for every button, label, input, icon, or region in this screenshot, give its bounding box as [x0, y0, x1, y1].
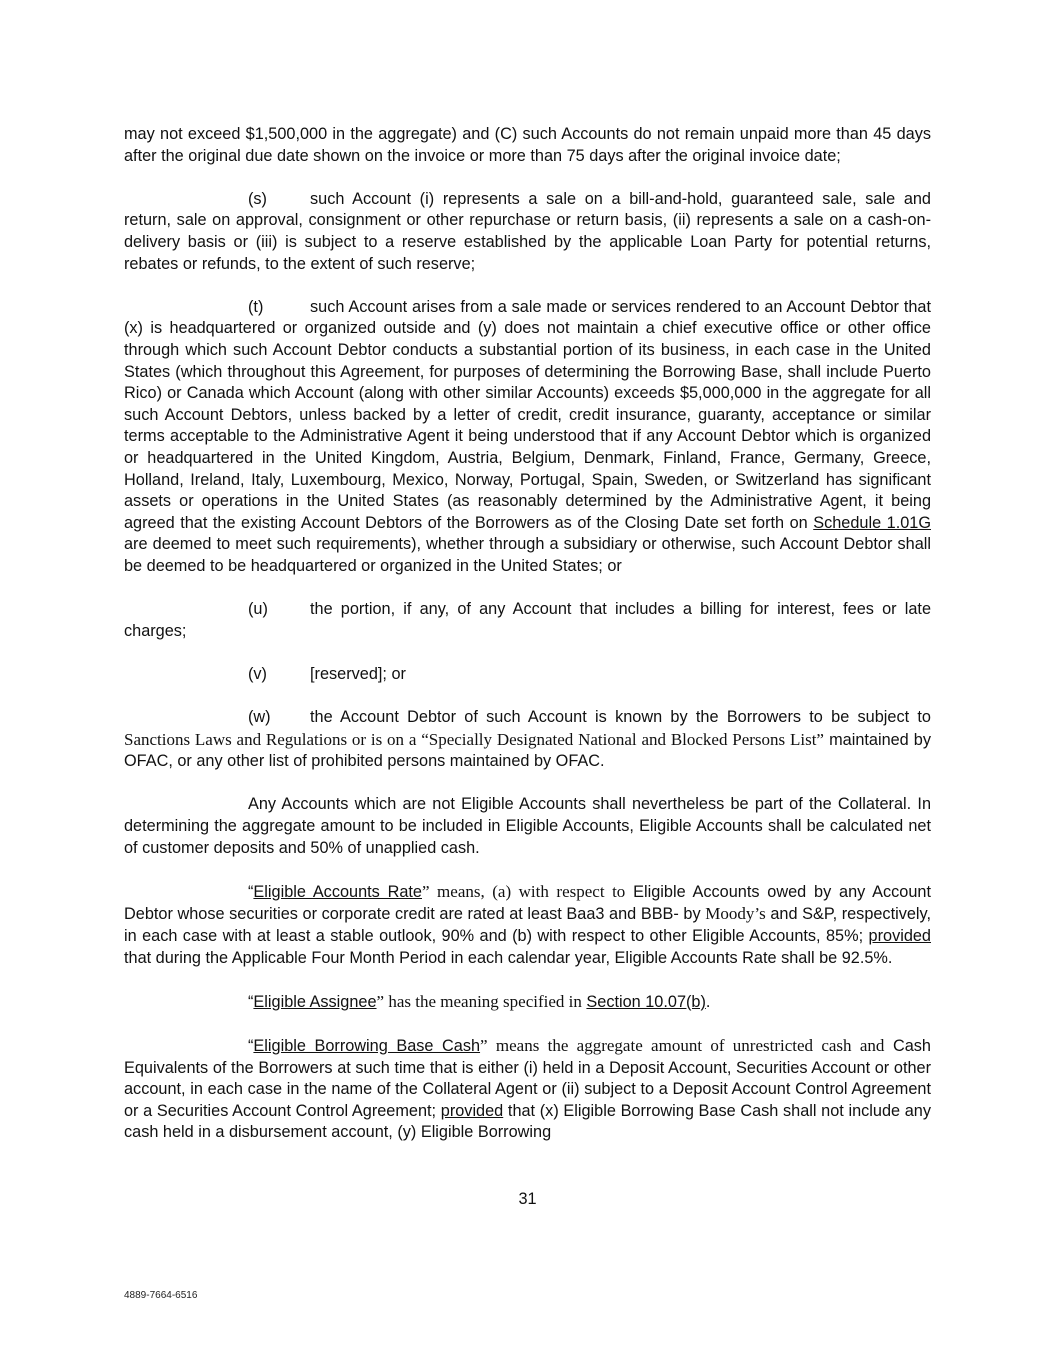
- paragraph-any-accounts: Any Accounts which are not Eligible Accounts shall nevertheless be part of the Collateral. In determining the aggregate amount to be included in Eligible Accounts, Eligible Accounts shall be calculated net of customer deposits and 50% of unapplied cash.: [124, 795, 931, 857]
- schedule-reference: Schedule 1.01G: [813, 513, 931, 532]
- defined-term: Eligible Accounts Rate: [253, 882, 422, 901]
- period: .: [705, 992, 711, 1011]
- definition-means: ” means, (a) with respect to: [421, 881, 626, 901]
- clause-text-serif: Sanctions Laws and Regulations or is on a “Specially Designated National and Blocked Persons List”: [124, 729, 824, 749]
- definition-eligible-accounts-rate: [124, 881, 931, 969]
- clause-t: [124, 297, 931, 578]
- clause-text: such Account (i) represents a sale on a bill-and-hold, guaranteed sale, sale and return, sale on approval, consignment or other repurchase or return basis, (ii) represents a sale on a cash-on-delivery basis or (iii) is subject to a reserve established by the applicable Loan Party for potential returns, rebates or refunds, to the extent of such reserve;: [124, 189, 931, 273]
- definition-means: ” means the aggregate amount of unrestricted cash and: [480, 1035, 885, 1055]
- clause-text: the portion, if any, of any Account that includes a billing for interest, fees or late charges;: [124, 600, 931, 640]
- page-body: [124, 124, 931, 1166]
- definition-eligible-assignee: [124, 991, 931, 1014]
- provided-term: provided: [868, 926, 931, 945]
- page-number: 31: [518, 1190, 537, 1208]
- clause-label: (t): [248, 297, 264, 316]
- clause-text: maintained by OFAC, or any other list of prohibited persons maintained by OFAC.: [124, 730, 932, 771]
- open-quote: “: [248, 1036, 254, 1055]
- definition-text: that (x) Eligible Borrowing Base Cash shall not include any cash held in a disbursement account, (y) Eligible Borrowing: [124, 1101, 931, 1142]
- definition-text: Eligible Accounts owed by any Account Debtor whose securities or corporate credit are rated at least Baa3 and BBB- by: [124, 882, 931, 924]
- clause-v: [124, 664, 931, 686]
- defined-term: Eligible Assignee: [253, 992, 377, 1011]
- clause-label: (w): [248, 708, 271, 727]
- definition-means: ” has the meaning specified in: [376, 991, 582, 1011]
- open-quote: “: [248, 882, 254, 901]
- clause-text: are deemed to meet such requirements), whether through a subsidiary or otherwise, such Account Debtor shall be deemed to be headquartered or organized in the United States; or: [124, 535, 931, 575]
- section-reference: Section 10.07(b): [586, 992, 706, 1011]
- provided-term: provided: [440, 1101, 504, 1120]
- defined-term: Eligible Borrowing Base Cash: [253, 1036, 481, 1055]
- clause-label: (v): [248, 664, 267, 683]
- definition-text: that during the Applicable Four Month Period in each calendar year, Eligible Accounts Rate shall be 92.5%.: [124, 948, 893, 967]
- clause-u: [124, 599, 931, 642]
- clause-s: [124, 189, 931, 275]
- clause-text: such Account arises from a sale made or services rendered to an Account Debtor that (x) is headquartered or organized outside and (y) does not maintain a chief executive office or other office through which such Account Debtor conducts a substantial portion of its business, in each case in the United States (which throughout this Agreement, for purposes of determining the Borrowing Base, shall include Puerto Rico) or Canada which Account (along with other similar Accounts) exceeds $5,000,000 in the aggregate for all such Account Debtors, unless backed by a letter of credit, credit insurance, guaranty, acceptance or similar terms acceptable to the Administrative Agent it being understood that if any Account Debtor which is organized or headquartered in the United Kingdom, Austria, Belgium, Denmark, Finland, France, Germany, Greece, Holland, Ireland, Italy, Luxembourg, Mexico, Norway, Portugal, Spain, Sweden, or Switzerland has significant assets or operations in the United States (as reasonably determined by the Administrative Agent, it being agreed that the existing Account Debtors of the Borrowers as of the Closing Date set forth on: [124, 297, 931, 532]
- clause-w: [124, 707, 931, 773]
- definition-eligible-borrowing-base-cash: [124, 1035, 931, 1144]
- definition-text: and S&P, respectively, in each case with at least a stable outlook, 90% and (b) with respect to other Eligible Accounts, 85%;: [124, 905, 931, 945]
- paragraph-intro: may not exceed $1,500,000 in the aggregate) and (C) such Accounts do not remain unpaid more than 45 days after the original due date shown on the invoice or more than 75 days after the original invoice date;: [124, 125, 931, 165]
- document-id: 4889-7664-6516: [124, 1290, 198, 1301]
- clause-text: the Account Debtor of such Account is known by the Borrowers to be subject to: [310, 708, 931, 727]
- moodys-text: Moody’s: [705, 904, 766, 924]
- clause-label: (s): [248, 189, 267, 208]
- clause-text: [reserved]; or: [310, 664, 406, 683]
- clause-label: (u): [248, 600, 268, 619]
- open-quote: “: [248, 992, 254, 1011]
- definition-text: Cash Equivalents of the Borrowers at such time that is either (i) held in a Deposit Account, Securities Account or other account, in each case in the name of the Collateral Agent or (ii) subject to a Deposit Account Control Agreement or a Securities Account Control Agreement;: [124, 1036, 931, 1120]
